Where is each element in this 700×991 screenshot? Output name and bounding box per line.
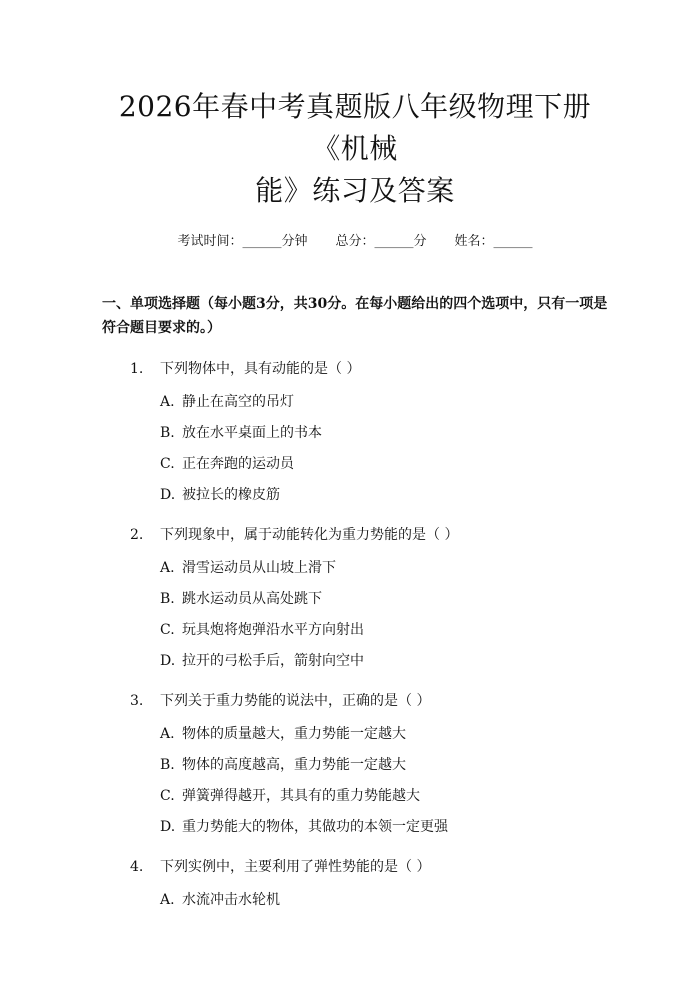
question-2 bbox=[102, 524, 608, 672]
option-letter: A. bbox=[160, 726, 175, 742]
question-number: 3. bbox=[130, 693, 144, 709]
option-text: 水流冲击水轮机 bbox=[182, 892, 280, 908]
option-a[interactable] bbox=[160, 889, 608, 911]
question-number: 1. bbox=[130, 361, 144, 377]
option-letter: B. bbox=[160, 425, 175, 441]
option-c[interactable] bbox=[160, 785, 608, 807]
option-letter: B. bbox=[160, 591, 175, 607]
option-letter: A. bbox=[160, 892, 175, 908]
exam-time-field[interactable]: 考试时间：______分钟 bbox=[177, 234, 308, 249]
question-stem bbox=[102, 524, 608, 546]
option-letter: D. bbox=[160, 653, 176, 669]
option-text: 玩具炮将炮弹沿水平方向射出 bbox=[182, 622, 364, 638]
option-c[interactable] bbox=[160, 453, 608, 475]
option-text: 放在水平桌面上的书本 bbox=[182, 425, 322, 441]
question-stem bbox=[102, 856, 608, 878]
question-3 bbox=[102, 690, 608, 838]
title-line-1: 2026年春中考真题版八年级物理下册《机械 bbox=[118, 90, 592, 165]
question-4 bbox=[102, 856, 608, 911]
option-letter: C. bbox=[160, 622, 175, 638]
option-text: 物体的高度越高，重力势能一定越大 bbox=[182, 757, 406, 773]
option-text: 拉开的弓松手后，箭射向空中 bbox=[182, 653, 364, 669]
student-name-field[interactable]: 姓名：______ bbox=[454, 234, 533, 249]
option-a[interactable] bbox=[160, 723, 608, 745]
option-letter: C. bbox=[160, 456, 175, 472]
option-text: 弹簧弹得越开，其具有的重力势能越大 bbox=[182, 788, 420, 804]
option-text: 物体的质量越大，重力势能一定越大 bbox=[182, 726, 406, 742]
question-1 bbox=[102, 358, 608, 506]
question-text: 下列现象中，属于动能转化为重力势能的是（ ） bbox=[160, 527, 459, 543]
exam-page bbox=[0, 86, 700, 991]
title-line-2: 能》练习及答案 bbox=[255, 174, 455, 207]
option-b[interactable] bbox=[160, 422, 608, 444]
document-title bbox=[102, 86, 608, 212]
option-list bbox=[102, 391, 608, 506]
option-letter: A. bbox=[160, 560, 175, 576]
option-text: 静止在高空的吊灯 bbox=[182, 394, 294, 410]
option-text: 重力势能大的物体，其做功的本领一定更强 bbox=[182, 819, 448, 835]
question-stem bbox=[102, 358, 608, 380]
option-text: 正在奔跑的运动员 bbox=[182, 456, 294, 472]
option-letter: A. bbox=[160, 394, 175, 410]
option-a[interactable] bbox=[160, 557, 608, 579]
option-letter: B. bbox=[160, 757, 175, 773]
option-list bbox=[102, 723, 608, 838]
option-letter: D. bbox=[160, 819, 176, 835]
question-text: 下列实例中，主要利用了弹性势能的是（ ） bbox=[160, 859, 431, 875]
question-text: 下列物体中，具有动能的是（ ） bbox=[160, 361, 361, 377]
section-heading: 一、单项选择题（每小题3分，共30分。在每小题给出的四个选项中，只有一项是符合题目要求的。） bbox=[102, 296, 608, 336]
question-stem bbox=[102, 690, 608, 712]
option-text: 被拉长的橡皮筋 bbox=[182, 487, 280, 503]
option-c[interactable] bbox=[160, 619, 608, 641]
option-text: 滑雪运动员从山坡上滑下 bbox=[182, 560, 336, 576]
option-a[interactable] bbox=[160, 391, 608, 413]
option-d[interactable] bbox=[160, 650, 608, 672]
exam-meta bbox=[102, 232, 608, 252]
option-list bbox=[102, 557, 608, 672]
question-text: 下列关于重力势能的说法中，正确的是（ ） bbox=[160, 693, 431, 709]
option-text: 跳水运动员从高处跳下 bbox=[182, 591, 322, 607]
total-score-field[interactable]: 总分：______分 bbox=[335, 234, 427, 249]
question-number: 4. bbox=[130, 859, 144, 875]
option-d[interactable] bbox=[160, 816, 608, 838]
option-d[interactable] bbox=[160, 484, 608, 506]
option-letter: D. bbox=[160, 487, 176, 503]
question-number: 2. bbox=[130, 527, 144, 543]
option-list bbox=[102, 889, 608, 911]
option-b[interactable] bbox=[160, 588, 608, 610]
option-letter: C. bbox=[160, 788, 175, 804]
option-b[interactable] bbox=[160, 754, 608, 776]
